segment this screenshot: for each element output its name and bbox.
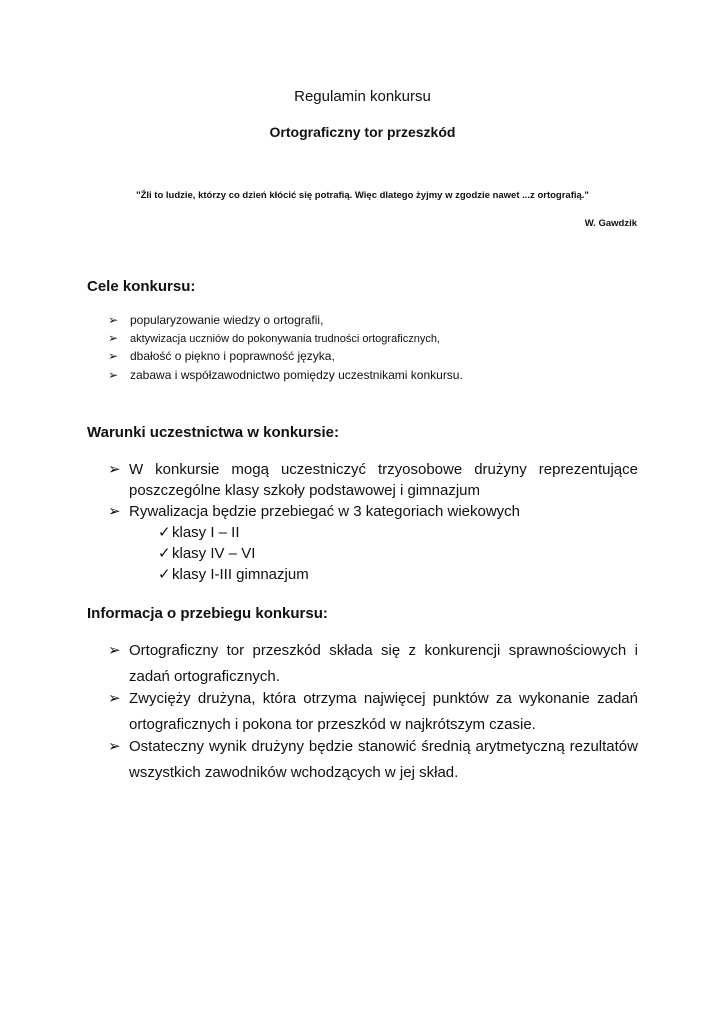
goal-item-text: aktywizacja uczniów do pokonywania trudności ortograficznych, (130, 333, 440, 345)
condition-item-text: Rywalizacja będzie przebiegać w 3 kategoriach wiekowych (129, 503, 521, 520)
document-title: Regulamin konkursu (294, 88, 431, 105)
check-icon: ✓ (158, 566, 171, 583)
goals-heading: Cele konkursu: (87, 278, 196, 295)
conditions-heading: Warunki uczestnictwa w konkursie: (87, 424, 340, 441)
check-icon: ✓ (158, 524, 171, 541)
info-item (108, 638, 638, 690)
arrow-bullet-icon: ➢ (108, 331, 119, 345)
info-heading: Informacja o przebiegu konkursu: (87, 605, 328, 622)
condition-item (108, 501, 638, 522)
arrow-bullet-icon: ➢ (108, 313, 119, 327)
arrow-bullet-icon: ➢ (108, 642, 121, 659)
goal-item (108, 329, 648, 348)
goal-item-text: zabawa i współzawodnictwo pomiędzy uczestnikami konkursu. (130, 368, 463, 382)
condition-item (108, 459, 638, 501)
info-item (108, 686, 638, 738)
goal-item-text: popularyzowanie wiedzy o ortografii, (130, 313, 324, 327)
category-item (158, 522, 240, 543)
category-item (158, 564, 309, 585)
category-item (158, 543, 255, 564)
goal-item (108, 311, 648, 329)
condition-item-text: W konkursie mogą uczestniczyć trzyosobowe drużyny reprezentujące poszczególne klasy szkoły podstawowej i gimnazjum (129, 461, 638, 499)
category-item-text: klasy IV – VI (172, 545, 256, 562)
info-item-text: Ortograficzny tor przeszkód składa się z konkurencji sprawnościowych i zadań ortograficznych. (129, 642, 638, 685)
arrow-bullet-icon: ➢ (108, 738, 121, 755)
check-icon: ✓ (158, 545, 171, 562)
goal-item-text: dbałość o piękno i poprawność języka, (130, 349, 335, 363)
arrow-bullet-icon: ➢ (108, 368, 119, 382)
info-item (108, 734, 638, 786)
goal-item (108, 366, 648, 384)
info-item-text: Zwycięży drużyna, która otrzyma najwięcej punktów za wykonanie zadań ortograficznych i pokona tor przeszkód w najkrótszym czasie. (129, 690, 638, 733)
epigraph-author: W. Gawdzik (584, 218, 637, 229)
arrow-bullet-icon: ➢ (108, 503, 121, 520)
info-item-text: Ostateczny wynik drużyny będzie stanowić średnią arytmetyczną rezultatów wszystkich zawodników wchodzących w jej skład. (129, 738, 638, 781)
arrow-bullet-icon: ➢ (108, 461, 121, 478)
category-item-text: klasy I – II (172, 524, 240, 541)
goal-item (108, 347, 648, 365)
arrow-bullet-icon: ➢ (108, 690, 121, 707)
document-subtitle: Ortograficzny tor przeszkód (269, 124, 456, 140)
epigraph-quote: "Źli to ludzie, którzy co dzień kłócić się potrafią. Więc dlatego żyjmy w zgodzie nawet ...z ortografią." (136, 190, 589, 201)
category-item-text: klasy I-III gimnazjum (172, 566, 309, 583)
arrow-bullet-icon: ➢ (108, 349, 119, 363)
